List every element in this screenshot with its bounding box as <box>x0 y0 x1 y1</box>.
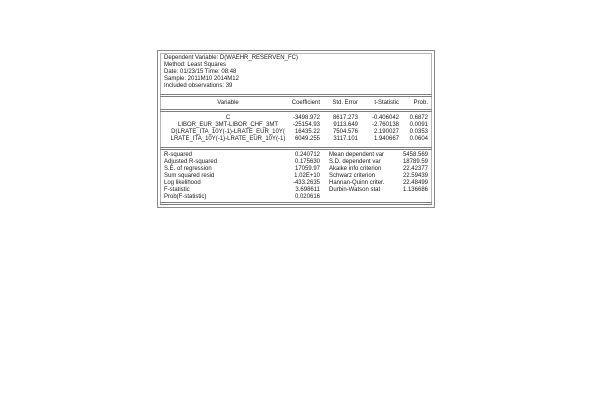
coef-row-prob: 0.0604 <box>409 136 428 142</box>
col-header-t-statistic: t-Statistic <box>374 100 399 106</box>
stat-value: 1.02E+10 <box>294 173 320 179</box>
coef-row-t-statistic: 1.940667 <box>373 136 399 142</box>
coef-row-variable: LRATE_ITA_10Y(-1)-LRATE_EUR_10Y(-1) <box>170 136 286 142</box>
coef-row-coefficient: 16435.22 <box>294 129 320 135</box>
coef-row-coefficient: -25154.93 <box>292 122 320 128</box>
stat-label: R-squared <box>164 152 193 158</box>
stat-label: Schwarz criterion <box>329 173 376 179</box>
col-header-prob: Prob. <box>413 100 428 106</box>
method-line: Method: Least Squares <box>164 62 227 68</box>
coef-row-std-error: 7504.576 <box>332 129 358 135</box>
header-separator <box>160 94 432 97</box>
stat-value: 17059.97 <box>294 166 320 172</box>
stat-value: 0.175630 <box>294 159 320 165</box>
coef-row-std-error: 3117.101 <box>333 136 358 142</box>
coef-row-t-statistic: 2.190027 <box>373 129 399 135</box>
stat-value: 1.136686 <box>402 187 428 193</box>
stat-value: 5458.569 <box>402 152 428 158</box>
coef-row-prob: 0.0353 <box>409 129 428 135</box>
stat-value: 3.698611 <box>295 187 320 193</box>
bottom-separator <box>160 202 432 205</box>
stat-label: Durbin-Watson stat <box>329 187 381 193</box>
stat-value: 18789.59 <box>402 159 428 165</box>
stat-value: -433.2635 <box>292 180 320 186</box>
coef-row-std-error: 8617.273 <box>332 115 358 121</box>
col-header-coefficient: Coefficient <box>291 100 320 106</box>
coef-row-coefficient: -3498.972 <box>292 115 320 121</box>
coef-row-t-statistic: -2.760138 <box>371 122 399 128</box>
stat-value: 0.020616 <box>294 194 320 200</box>
coef-row-prob: 0.0091 <box>409 122 428 128</box>
stat-value: 22.42377 <box>402 166 428 172</box>
stat-label: Log likelihood <box>164 180 201 186</box>
regression-output-panel <box>157 50 435 208</box>
coef-row-prob: 0.6872 <box>409 115 428 121</box>
coef-row-t-statistic: -0.406042 <box>371 115 399 121</box>
stat-label: Akaike info criterion <box>329 166 382 172</box>
stat-label: S.E. of regression <box>164 166 212 172</box>
stat-label: Hannan-Quinn criter. <box>329 180 385 186</box>
column-header-separator <box>160 109 432 112</box>
dependent-variable-line: Dependent Variable: D(WAEHR_RESERVEN_FC) <box>164 55 298 61</box>
stat-label: Prob(F-statistic) <box>164 194 207 200</box>
coefficients-separator <box>160 147 432 150</box>
sample-line: Sample: 2011M10 2014M12 <box>164 76 239 82</box>
stat-value: 22.59439 <box>402 173 428 179</box>
stat-label: F-statistic <box>164 187 190 193</box>
stat-label: S.D. dependent var <box>329 159 381 165</box>
col-header-variable: Variable <box>217 100 239 106</box>
stat-label: Adjusted R-squared <box>164 159 218 165</box>
coef-row-variable: D(LRATE_ITA_10Y(-1)-LRATE_EUR_10Y( <box>171 129 285 135</box>
col-header-std-error: Std. Error <box>332 100 358 106</box>
stat-label: Mean dependent var <box>329 152 385 158</box>
coef-row-variable: C <box>225 115 231 121</box>
stat-label: Sum squared resid <box>164 173 215 179</box>
observations-line: Included observations: 39 <box>164 83 233 89</box>
coef-row-coefficient: 6049.255 <box>294 136 320 142</box>
coef-row-std-error: 9113.649 <box>333 122 358 128</box>
stat-value: 22.48499 <box>402 180 428 186</box>
coef-row-variable: LIBOR_EUR_3MT-LIBOR_CHF_3MT <box>177 122 279 128</box>
stat-value: 0.240712 <box>294 152 320 158</box>
date-line: Date: 01/23/15 Time: 08:48 <box>164 69 237 75</box>
